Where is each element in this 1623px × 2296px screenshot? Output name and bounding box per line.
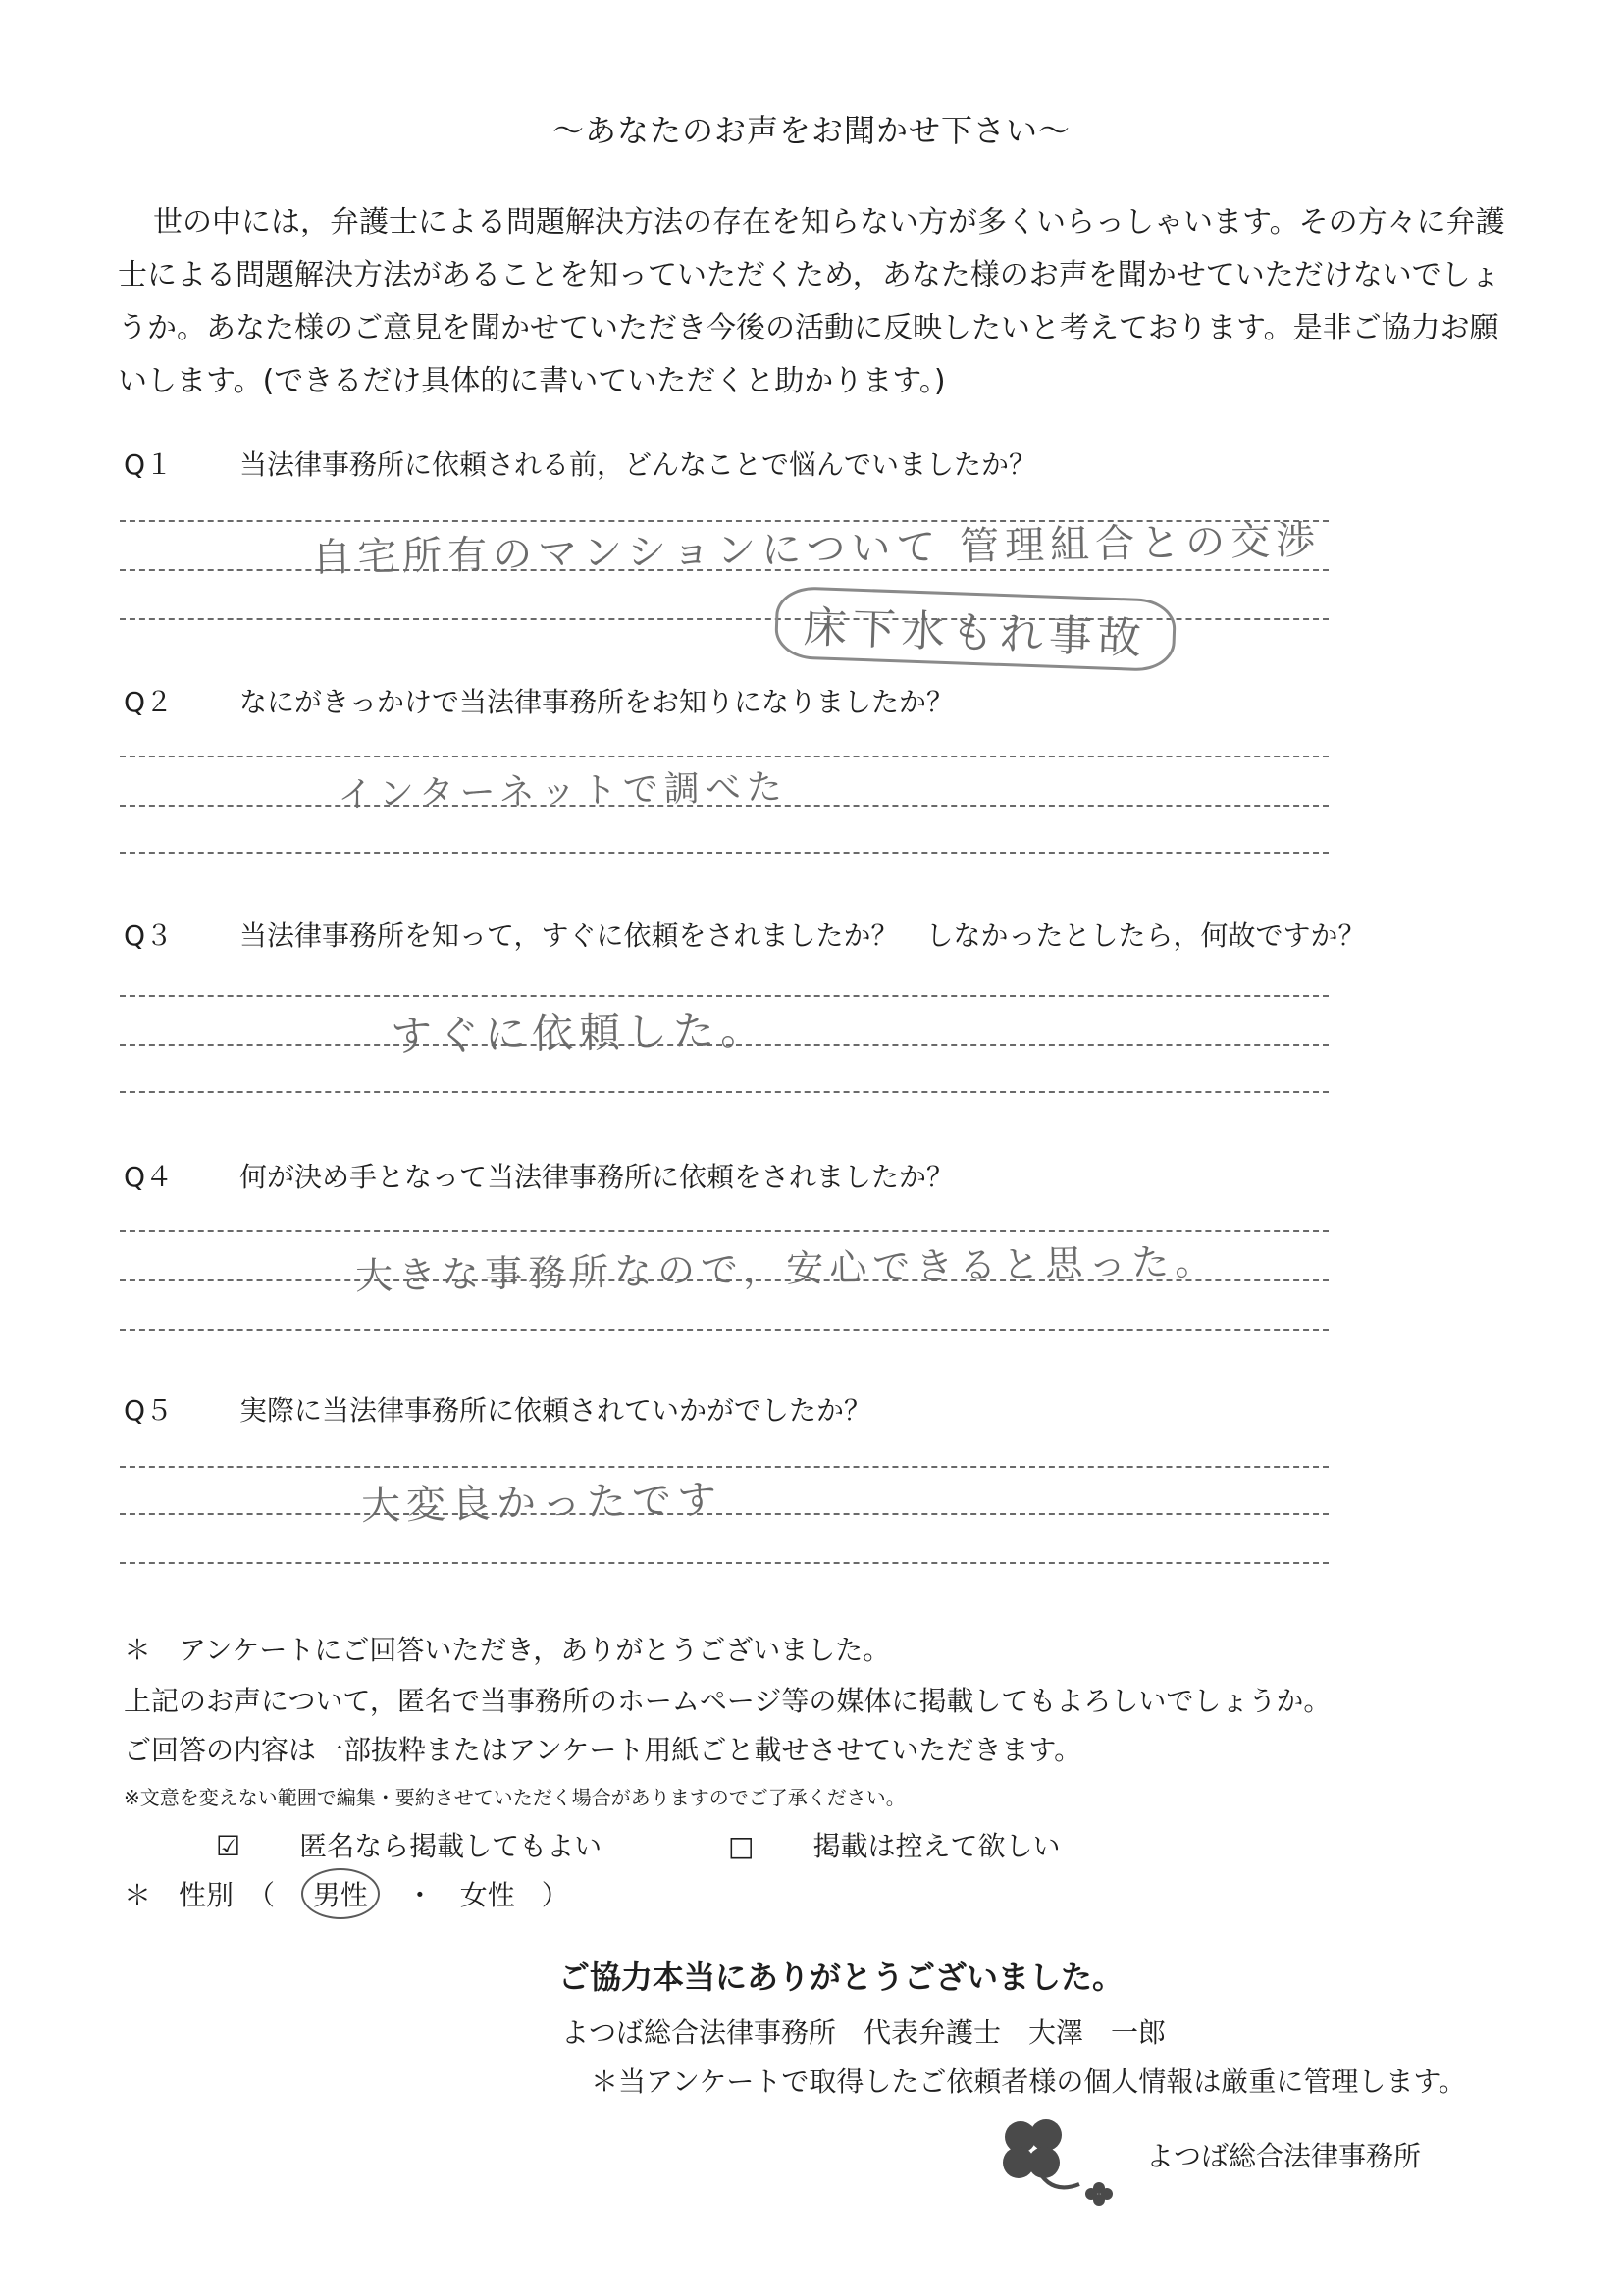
question-number: Q４	[124, 1161, 174, 1193]
gender-option-female[interactable]: 女性	[459, 1879, 515, 1911]
page-title: 〜あなたのお声をお聞かせ下さい〜	[551, 112, 1071, 149]
consent-option-label: 掲載は控えて欲しい	[812, 1830, 1061, 1862]
question-number: Q５	[124, 1394, 174, 1427]
thanks-heading: ご協力本当にありがとうございました。	[557, 1958, 1124, 1996]
question-text: 当法律事務所を知って，すぐに依頼をされましたか？ しなかったとしたら，何故ですか？	[239, 919, 1366, 952]
answer-line	[120, 852, 1329, 854]
answer-line	[120, 1562, 1329, 1564]
intro-paragraph: 世の中には，弁護士による問題解決方法の存在を知らない方が多くいらっしゃいます。その方々に弁護士による問題解決方法があることを知っていただくため，あなた様のお声を聞かせていただけないでしょうか。あなた様のご意見を聞かせていただき今後の活動に反映したいと考えております。是非ご協力お願いします。(できるだけ具体的に書いていただくと助かります。)	[118, 205, 1505, 398]
handwritten-answer-1-circled-note: 床下水もれ事故	[774, 586, 1177, 672]
answer-line	[120, 995, 1329, 997]
answer-line	[120, 1466, 1329, 1468]
closing-publish-question: 上記のお声について，匿名で当事務所のホームページ等の媒体に掲載してもよろしいでしょうか。	[124, 1685, 1332, 1717]
answer-line	[120, 756, 1329, 757]
consent-option-decline[interactable]	[728, 1830, 1119, 1862]
consent-option-label: 匿名なら掲載してもよい	[299, 1830, 602, 1862]
answer-line	[120, 1329, 1329, 1331]
firm-representative: よつば総合法律事務所 代表弁護士 大澤 一郎	[561, 2016, 1167, 2049]
consent-options	[216, 1825, 1178, 1864]
closing-thanks-note: ＊ アンケートにご回答いただき，ありがとうございました。	[124, 1634, 891, 1666]
handwritten-answer-4: 大きな事務所なので，安心できると思った。	[354, 1239, 1219, 1298]
question-number: Q３	[124, 919, 174, 952]
answer-line	[120, 1513, 1329, 1515]
question-number: Q１	[124, 448, 174, 481]
closing-edit-note: ※文意を変えない範囲で編集・要約させていただく場合がありますのでご了承ください。	[124, 1786, 906, 1809]
closing-publish-detail: ご回答の内容は一部抜粋またはアンケート用紙ごと載せさせていただきます。	[124, 1734, 1082, 1766]
gender-separator: ・	[405, 1879, 434, 1911]
firm-logo-text: よつば総合法律事務所	[1146, 2140, 1422, 2172]
gender-option-male-circled[interactable]: 男性	[301, 1868, 380, 1919]
handwritten-answer-2: インターネットで調べた	[337, 766, 789, 815]
checked-checkbox-icon[interactable]: ☑	[216, 1830, 241, 1862]
gender-field	[124, 1868, 569, 1919]
gender-close-paren: ）	[541, 1879, 569, 1911]
handwritten-answer-1: 自宅所有のマンションについて 管理組合との交渉	[311, 518, 1322, 581]
privacy-note: ＊当アンケートで取得したご依頼者様の個人情報は厳重に管理します。	[591, 2065, 1467, 2098]
handwritten-answer-3: すぐに依頼した。	[390, 1005, 768, 1061]
question-text: 何が決め手となって当法律事務所に依頼をされましたか？	[239, 1161, 955, 1193]
question-number: Q２	[124, 686, 174, 718]
handwritten-answer-5: 大変良かったです	[360, 1477, 723, 1530]
answer-line	[120, 1091, 1329, 1093]
question-text: 当法律事務所に依頼される前，どんなことで悩んでいましたか？	[239, 448, 1037, 481]
unchecked-checkbox-icon[interactable]: □	[728, 1830, 755, 1862]
consent-option-anonymous[interactable]	[216, 1830, 669, 1862]
gender-label: ＊ 性別 （	[124, 1879, 276, 1911]
clover-logo-icon	[981, 2108, 1119, 2216]
question-text: 実際に当法律事務所に依頼されていかがでしたか？	[239, 1394, 872, 1427]
question-text: なにがきっかけで当法律事務所をお知りになりましたか？	[239, 686, 955, 718]
